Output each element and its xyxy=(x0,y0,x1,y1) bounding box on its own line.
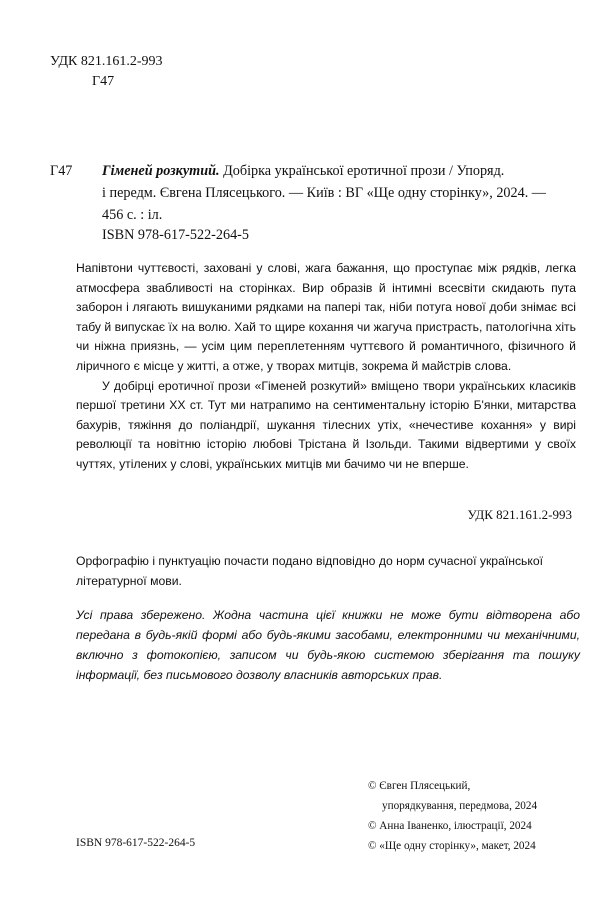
book-title: Гіменей розкутий. xyxy=(102,163,220,179)
copyright-line-2: упорядкування, передмова, 2024 xyxy=(382,800,538,812)
rights-notice: Усі права збережено. Жодна частина цієї книжки не може бути відтворена або передана в будь-якій формі або будь-якими засобами, електронними чи механічними, включно з фотокопією, записом чи будь-якою системою зберігання та пошуку інформації, без письмового дозволу власників авторських прав. xyxy=(76,608,580,682)
isbn-bottom: ISBN 978-617-522-264-5 xyxy=(76,837,196,849)
author-sign: Г47 xyxy=(50,163,73,179)
bibliographic-record xyxy=(50,160,570,226)
bibliographic-entry xyxy=(102,160,570,182)
orthography-note: Орфографію і пунктуацію почасти подано відповідно до норм сучасної української літературної мови. xyxy=(76,554,544,588)
copyright-line-4: © «Ще одну сторінку», макет, 2024 xyxy=(368,840,536,852)
abstract-paragraph-2: У добірці еротичної прози «Гіменей розкутий» вміщено твори українських класиків першої третини XX ст. Тут ми натрапимо на сентиментальну історію Б'янки, митарства бахурів, тяжіння до поліандрії, шукання тілесних утіх, «нечестиве кохання» у вирі революції та новітню історію любові Трістана й Ізольди. Такими відвертими у своїх чуттях, утілених у слові, українських митців ми бачимо чи не вперше. xyxy=(76,378,576,471)
copyright-line-3: © Анна Іваненко, ілюстрації, 2024 xyxy=(368,820,532,832)
bibliographic-line-3: 456 с. : іл. xyxy=(102,207,163,223)
abstract-paragraph-1: Напівтони чуттєвості, заховані у слові, жага бажання, що проступає між рядків, легка атмосфера звабливості на сторінках. Вир образів й інтимні всесвіти скидають пута заборон і лягають вишуканими рядками на папері так, ніби потуга нової доби знімає всі табу й випускає їх на волю. Хай то щире кохання чи жагуча пристрасть, патологічна хіть чи ніжна приязнь, — усім цим переплетенням чуттєвого й романтичного, фізичного й ліричного є місце у житті, а отже, у творах митців, зокрема й майстрів слова. xyxy=(76,261,576,373)
copyright-block xyxy=(368,776,578,856)
udk-code-top: УДК 821.161.2-993 xyxy=(50,54,163,69)
author-sign-top: Г47 xyxy=(92,74,115,89)
udk-code-right: УДК 821.161.2-993 xyxy=(467,507,572,522)
bibliographic-line-1: Добірка української еротичної прози / Упоряд. xyxy=(219,163,505,179)
abstract xyxy=(76,259,576,475)
bibliographic-line-2: і передм. Євгена Плясецького. — Київ : ВГ «Ще одну сторінку», 2024. — xyxy=(102,185,546,201)
copyright-line-1: © Євген Плясецький, xyxy=(368,780,471,792)
isbn-record: ISBN 978-617-522-264-5 xyxy=(102,227,249,243)
